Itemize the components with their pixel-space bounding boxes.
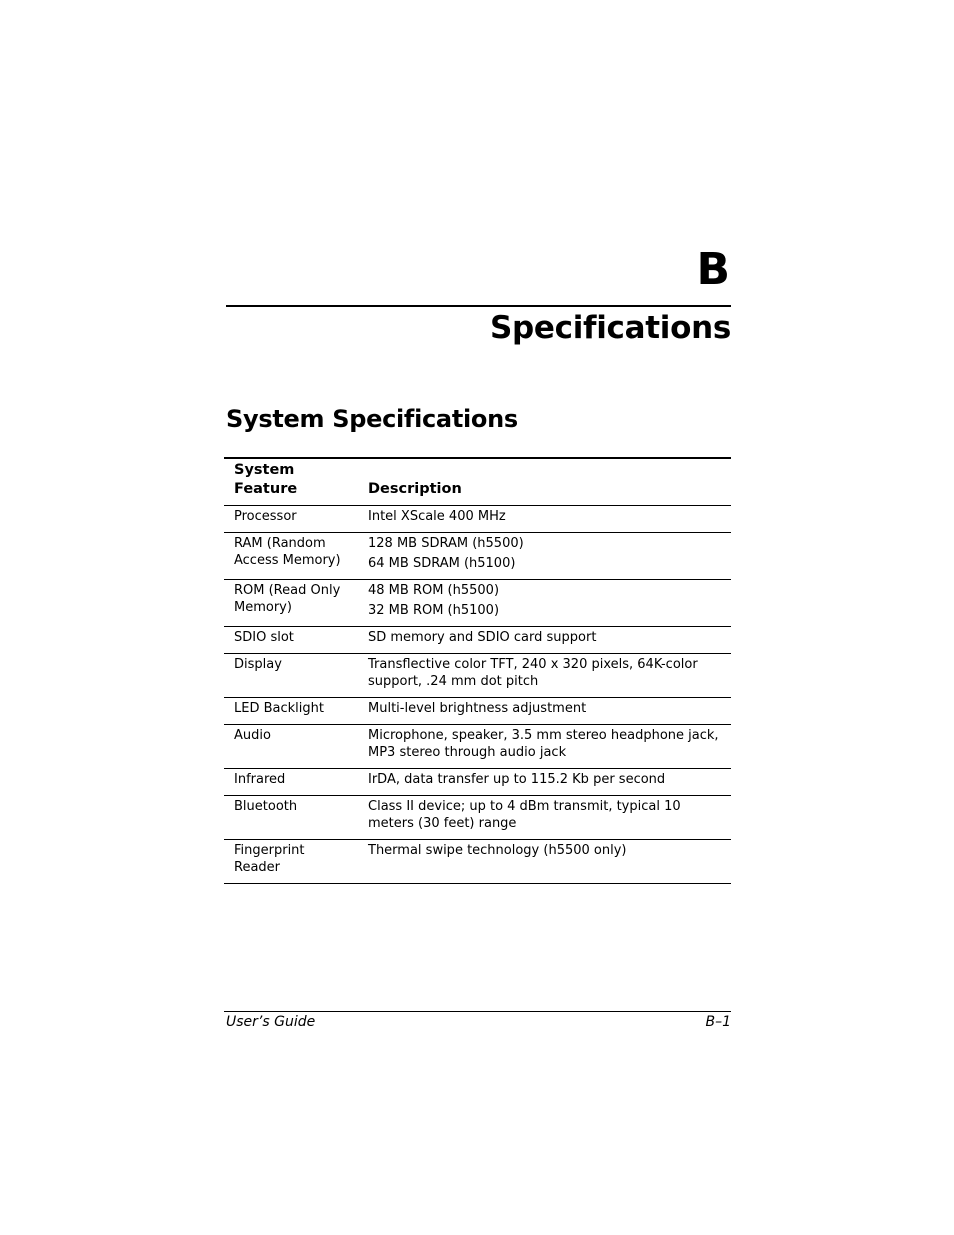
header-description: Description <box>368 481 462 497</box>
description-line: 32 MB ROM (h5100) <box>368 603 500 618</box>
feature-cell: LED Backlight <box>234 701 324 716</box>
description-line: 48 MB ROM (h5500) <box>368 583 500 598</box>
description-cell <box>358 796 731 840</box>
footer-guide-title: User’s Guide <box>226 1014 316 1030</box>
feature-cell: Audio <box>234 728 271 743</box>
description-line: Intel XScale 400 MHz <box>368 509 506 524</box>
description-line: 64 MB SDRAM (h5100) <box>368 556 516 571</box>
feature-cell: ROM (Read Only Memory) <box>234 583 341 615</box>
table-header-row <box>224 458 731 506</box>
description-line: IrDA, data transfer up to 115.2 Kb per second <box>368 772 666 787</box>
description-line: SD memory and SDIO card support <box>368 630 597 645</box>
feature-cell: Infrared <box>234 772 286 787</box>
feature-cell: Fingerprint Reader <box>234 843 305 875</box>
description-line: Class II device; up to 4 dBm transmit, typical 10 meters (30 feet) range <box>368 799 681 831</box>
chapter-letter: B <box>696 244 730 295</box>
specifications-table <box>224 457 731 884</box>
header-feature-line1: System <box>234 462 295 478</box>
footer-page-number: B–1 <box>705 1014 731 1030</box>
description-cell <box>358 725 731 769</box>
feature-cell: RAM (Random Access Memory) <box>234 536 341 568</box>
footer-rule <box>224 1011 731 1012</box>
feature-cell: Bluetooth <box>234 799 298 814</box>
description-cell <box>358 580 731 627</box>
table-row <box>224 698 731 725</box>
description-line: Multi-level brightness adjustment <box>368 701 587 716</box>
description-line: Transflective color TFT, 240 x 320 pixels, 64K-color support, .24 mm dot pitch <box>368 657 698 689</box>
section-title: System Specifications <box>226 405 518 433</box>
table-row <box>224 580 731 627</box>
description-cell <box>358 506 731 533</box>
table-row <box>224 796 731 840</box>
table-row <box>224 533 731 580</box>
description-line: Thermal swipe technology (h5500 only) <box>368 843 627 858</box>
feature-cell: SDIO slot <box>234 630 294 645</box>
table-row <box>224 506 731 533</box>
description-line: Microphone, speaker, 3.5 mm stereo headphone jack, MP3 stereo through audio jack <box>368 728 719 760</box>
table-row <box>224 725 731 769</box>
description-cell <box>358 769 731 796</box>
description-cell <box>358 654 731 698</box>
description-cell <box>358 840 731 884</box>
chapter-title: Specifications <box>489 310 731 346</box>
table-row <box>224 769 731 796</box>
table-row <box>224 654 731 698</box>
description-cell <box>358 627 731 654</box>
feature-cell: Display <box>234 657 282 672</box>
header-feature-line2: Feature <box>234 481 298 497</box>
table-body <box>224 506 731 884</box>
table-row <box>224 840 731 884</box>
description-cell <box>358 533 731 580</box>
feature-cell: Processor <box>234 509 297 524</box>
chapter-rule <box>226 305 731 307</box>
description-cell <box>358 698 731 725</box>
table-row <box>224 627 731 654</box>
header-system-feature <box>224 458 358 506</box>
description-line: 128 MB SDRAM (h5500) <box>368 536 524 551</box>
